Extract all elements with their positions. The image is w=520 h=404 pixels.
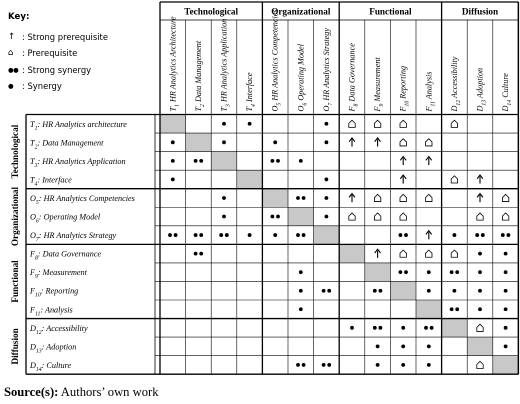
diagonal-cell [288, 207, 314, 226]
diagonal-cell [186, 133, 212, 152]
group-side-label-diffusion: Diffusion [10, 328, 20, 365]
column-label: $T_1$ HR Analytics Architecture [168, 16, 181, 112]
group-side-label-organizational: Organizational [10, 186, 20, 247]
strong-synergy-dot [296, 233, 300, 237]
column-label: $O_5$ HR Analytics Competencies [270, 9, 283, 112]
strong-synergy-dot [430, 326, 434, 330]
prerequisite-icon [349, 120, 355, 127]
row-label: $F_9$: Measurement [30, 268, 87, 281]
prerequisite-icon [451, 120, 457, 127]
diagonal-cell [442, 319, 468, 338]
synergy-dot [248, 233, 252, 237]
strong-synergy-dot [276, 215, 280, 219]
synergy-dot [325, 196, 329, 200]
synergy-dot [376, 363, 380, 367]
prerequisite-icon [374, 194, 380, 201]
house-shape [374, 120, 380, 127]
house-shape [477, 361, 483, 368]
strong-synergy-dot [302, 196, 306, 200]
house-shape [502, 213, 508, 220]
source-label: Source(s): [4, 385, 59, 399]
synergy-dot [350, 326, 354, 330]
house-shape [400, 194, 406, 201]
synergy-dot [248, 122, 252, 126]
prerequisite-icon [426, 250, 432, 257]
house-shape [349, 120, 355, 127]
strong-synergy-dot [475, 233, 479, 237]
source-note [4, 385, 159, 400]
synergy-dot [222, 122, 226, 126]
strong-synergy-dot [373, 326, 377, 330]
group-header-diffusion: Diffusion [461, 6, 499, 17]
prerequisite-icon [374, 120, 380, 127]
synergy-dot [427, 289, 431, 293]
column-label: $D_{14}$ Culture [501, 73, 514, 112]
row-label: $D_{14}$: Culture [30, 360, 72, 373]
up-arrow-icon: ↑ [8, 31, 16, 42]
prerequisite-icon [477, 213, 483, 220]
prerequisite-icon [477, 361, 483, 368]
diagonal-cell [416, 300, 442, 319]
diagonal-cell [390, 281, 416, 300]
house-shape [400, 120, 406, 127]
prerequisite-icon [400, 250, 406, 257]
synergy-dot [504, 326, 508, 330]
strong-synergy-dot [404, 270, 408, 274]
synergy-dot [478, 307, 482, 311]
prerequisite-icon [400, 213, 406, 220]
synergy-dot [453, 289, 457, 293]
strong-synergy-dot [327, 289, 331, 293]
key-title: Key: [8, 12, 30, 22]
strong-synergy-dot [450, 307, 454, 311]
house-shape [400, 250, 406, 257]
synergy-dot [504, 307, 508, 311]
strong-synergy-dot [225, 233, 229, 237]
synergy-dot [427, 270, 431, 274]
strong-synergy-dot [199, 252, 203, 256]
key-label: : Synergy [22, 81, 62, 92]
strong-synergy-dot [507, 233, 511, 237]
diagonal-cell [314, 226, 340, 245]
double-dot-icon: ●● [8, 65, 19, 74]
strong-synergy-dot [271, 215, 275, 219]
prerequisite-icon [426, 139, 432, 146]
house-shape [426, 250, 432, 257]
house-shape [451, 176, 457, 183]
house-shape [426, 139, 432, 146]
synergy-dot [504, 344, 508, 348]
strong-prerequisite-icon [426, 231, 432, 240]
synergy-dot [325, 140, 329, 144]
diagonal-cell [339, 244, 365, 263]
house-shape [502, 194, 508, 201]
row-label: $F_{10}$: Reporting [30, 286, 79, 299]
strong-synergy-dot [194, 252, 198, 256]
synergy-dot [171, 178, 175, 182]
column-label: $F_9$ Measurement [373, 57, 386, 112]
synergy-dot [478, 270, 482, 274]
house-shape [477, 213, 483, 220]
synergy-dot [273, 140, 277, 144]
synergy-dot [376, 344, 380, 348]
row-label: $T_2$: Data Management [30, 138, 104, 151]
strong-synergy-dot [373, 289, 377, 293]
column-label: $T_2$ Data Management [193, 40, 206, 112]
synergy-dot [401, 326, 405, 330]
prerequisite-icon [349, 213, 355, 220]
prerequisite-icon [451, 176, 457, 183]
synergy-dot [401, 344, 405, 348]
synergy-dot [299, 307, 303, 311]
strong-synergy-dot [455, 307, 459, 311]
prerequisite-icon [502, 194, 508, 201]
diagonal-cell [467, 337, 493, 356]
strong-synergy-dot [399, 233, 403, 237]
house-shape [374, 213, 380, 220]
strong-synergy-dot [276, 159, 280, 163]
strong-synergy-dot [296, 363, 300, 367]
synergy-dot [273, 233, 277, 237]
house-shape [426, 194, 432, 201]
strong-synergy-dot [199, 233, 203, 237]
strong-prerequisite-icon [426, 156, 432, 165]
dot-icon: ● [8, 82, 14, 91]
row-label: $T_4$: Interface [30, 175, 72, 188]
prerequisite-icon [400, 194, 406, 201]
house-shape [400, 213, 406, 220]
synergy-dot [299, 159, 303, 163]
strong-synergy-dot [399, 270, 403, 274]
strong-prerequisite-icon [349, 138, 355, 147]
strong-prerequisite-icon [400, 156, 406, 165]
row-label: $D_{12}$: Accessibility [30, 323, 88, 336]
strong-synergy-dot [199, 159, 203, 163]
house-icon: ⌂ [8, 48, 14, 59]
source-text: Authors’ own work [58, 385, 159, 399]
synergy-dot [299, 270, 303, 274]
row-label: $T_1$: HR Analytics architecture [30, 119, 127, 132]
synergy-dot [222, 196, 226, 200]
synergy-dot [427, 363, 431, 367]
synergy-dot [453, 233, 457, 237]
diagonal-cell [237, 170, 263, 189]
group-header-functional: Functional [369, 6, 412, 17]
house-shape [451, 250, 457, 257]
key-label: : Prerequisite [22, 48, 78, 59]
strong-synergy-dot [322, 289, 326, 293]
house-shape [400, 139, 406, 146]
synergy-dot [222, 140, 226, 144]
synergy-dot [299, 289, 303, 293]
strong-synergy-dot [168, 233, 172, 237]
row-label: $O_7$: HR Analytics Strategy [30, 231, 117, 244]
strong-prerequisite-icon [400, 175, 406, 184]
column-label: $D_{12}$ Accessibility [449, 56, 462, 112]
strong-synergy-dot [174, 233, 178, 237]
synergy-dot [504, 252, 508, 256]
column-label: $F_{11}$ Analysis [424, 71, 437, 112]
prerequisite-icon [451, 250, 457, 257]
group-header-technological: Technological [184, 6, 239, 17]
group-header-organizational: Organizational [271, 6, 331, 17]
strong-prerequisite-icon [477, 194, 483, 203]
column-label: $T_4$ Interface [245, 72, 258, 112]
strong-synergy-dot [271, 159, 275, 163]
strong-synergy-dot [404, 233, 408, 237]
synergy-dot [171, 159, 175, 163]
row-label: $F_8$: Data Governance [30, 249, 102, 262]
synergy-dot [427, 344, 431, 348]
prerequisite-icon [502, 213, 508, 220]
synergy-dot [504, 270, 508, 274]
key-label: : Strong synergy [22, 64, 92, 75]
strong-synergy-dot [194, 233, 198, 237]
diagonal-cell [262, 189, 288, 208]
column-label: $O_6$ Operating Model [296, 44, 309, 112]
row-label: $F_{11}$: Analysis [30, 305, 73, 318]
house-shape [349, 213, 355, 220]
strong-synergy-dot [302, 233, 306, 237]
strong-synergy-dot [379, 289, 383, 293]
synergy-dot [401, 363, 405, 367]
prerequisite-icon [400, 120, 406, 127]
house-shape [451, 120, 457, 127]
row-label: $O_6$: Operating Model [30, 212, 101, 225]
row-label: $O_5$: HR Analytics Competencies [30, 193, 135, 206]
diagonal-cell [211, 152, 237, 171]
strong-prerequisite-icon [375, 249, 381, 258]
column-label: $D_{13}$ Adoption [475, 67, 488, 112]
synergy-dot [478, 252, 482, 256]
synergy-dot [325, 215, 329, 219]
synergy-dot [171, 140, 175, 144]
strong-synergy-dot [379, 326, 383, 330]
strong-synergy-dot [424, 326, 428, 330]
key-label: : Strong prerequisite [22, 31, 108, 42]
column-label: $O_7$ HR Analytics Strategy [321, 28, 334, 112]
group-side-label-functional: Functional [10, 260, 20, 303]
strong-synergy-dot [296, 196, 300, 200]
strong-synergy-dot [481, 233, 485, 237]
prerequisite-icon [400, 139, 406, 146]
synergy-dot [325, 178, 329, 182]
strong-prerequisite-icon [477, 175, 483, 184]
strong-synergy-dot [219, 233, 223, 237]
synergy-dot [504, 289, 508, 293]
prerequisite-icon [426, 194, 432, 201]
prerequisite-icon [374, 213, 380, 220]
strong-synergy-dot [450, 270, 454, 274]
column-label: $F_{10}$ Reporting [398, 65, 411, 112]
strong-synergy-dot [501, 233, 505, 237]
row-label: $T_3$: HR Analytics Application [30, 156, 126, 169]
prerequisite-icon [477, 324, 483, 331]
synergy-dot [325, 122, 329, 126]
strong-synergy-dot [455, 270, 459, 274]
strong-synergy-dot [194, 159, 198, 163]
column-label: $F_8$ Data Governance [347, 43, 360, 112]
diagonal-cell [160, 115, 186, 134]
synergy-dot [478, 289, 482, 293]
diagonal-cell [493, 356, 519, 375]
group-side-label-technological: Technological [10, 124, 20, 179]
strong-prerequisite-icon [349, 194, 355, 203]
strong-prerequisite-icon [375, 138, 381, 147]
column-label: $T_3$ HR Analytics Application [219, 18, 232, 112]
strong-synergy-dot [302, 363, 306, 367]
house-shape [374, 194, 380, 201]
diagonal-cell [365, 263, 391, 282]
strong-synergy-dot [322, 363, 326, 367]
strong-synergy-dot [327, 363, 331, 367]
row-label: $D_{13}$: Adoption [30, 342, 77, 355]
synergy-dot [222, 215, 226, 219]
house-shape [477, 324, 483, 331]
